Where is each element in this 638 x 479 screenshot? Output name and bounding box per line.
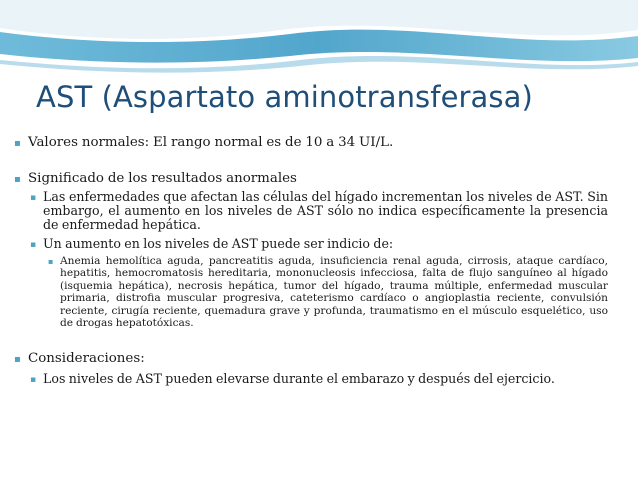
sub-sub-bullet-causas xyxy=(44,255,608,329)
header-wave-band xyxy=(0,0,638,78)
bullet-marker-icon: ▪ xyxy=(48,257,54,266)
sub-bullet-enfermedades xyxy=(30,190,608,232)
bullet-text: Las enfermedades que afectan las células del hígado incrementan los niveles de AST. Sin embargo, el aumento en los niveles de AST sólo no indica específicamente la presencia de enfermedad hepática. xyxy=(43,189,608,232)
bullet-marker-icon: ▪ xyxy=(30,240,37,250)
bullet-marker-icon: ▪ xyxy=(14,174,21,185)
bullet-list xyxy=(14,135,608,386)
sub-bullet-aumento xyxy=(30,237,608,251)
slide-title: AST (Aspartato aminotransferasa) xyxy=(36,80,533,114)
bullet-marker-icon: ▪ xyxy=(14,138,21,149)
bullet-text: Consideraciones: xyxy=(28,351,145,367)
bullet-text: Significado de los resultados anormales xyxy=(28,171,297,186)
bullet-marker-icon: ▪ xyxy=(14,354,21,366)
bullet-valores-normales xyxy=(14,135,608,151)
bullet-text: Valores normales: El rango normal es de 10 a 34 UI/L. xyxy=(28,135,394,150)
bullet-marker-icon: ▪ xyxy=(30,375,37,386)
bullet-text: Los niveles de AST pueden elevarse durante el embarazo y después del ejercicio. xyxy=(43,371,555,387)
bullet-significado xyxy=(14,171,608,187)
sub-bullet-embarazo xyxy=(30,372,608,386)
bullet-marker-icon: ▪ xyxy=(30,193,37,203)
bullet-text: Anemia hemolítica aguda, pancreatitis aguda, insuficiencia renal aguda, cirrosis, ataque cardíaco, hepatitis, hemocromatosis hereditaria, mononucleosis infecciosa, falta de flujo sanguíneo al hígado (isquemia hepática), necrosis hepática, tumor del hígado, trauma múltiple, enfermedad muscular primaria, distrofia muscular progresiva, cateterismo cardíaco o angioplastia reciente, convulsión reciente, cirugía reciente, quemadura grave y profunda, traumatismo en el músculo esquelético, uso de drogas hepatotóxicas. xyxy=(60,255,608,330)
bullet-text: Un aumento en los niveles de AST puede ser indicio de: xyxy=(43,236,394,251)
bullet-consideraciones xyxy=(14,351,608,367)
